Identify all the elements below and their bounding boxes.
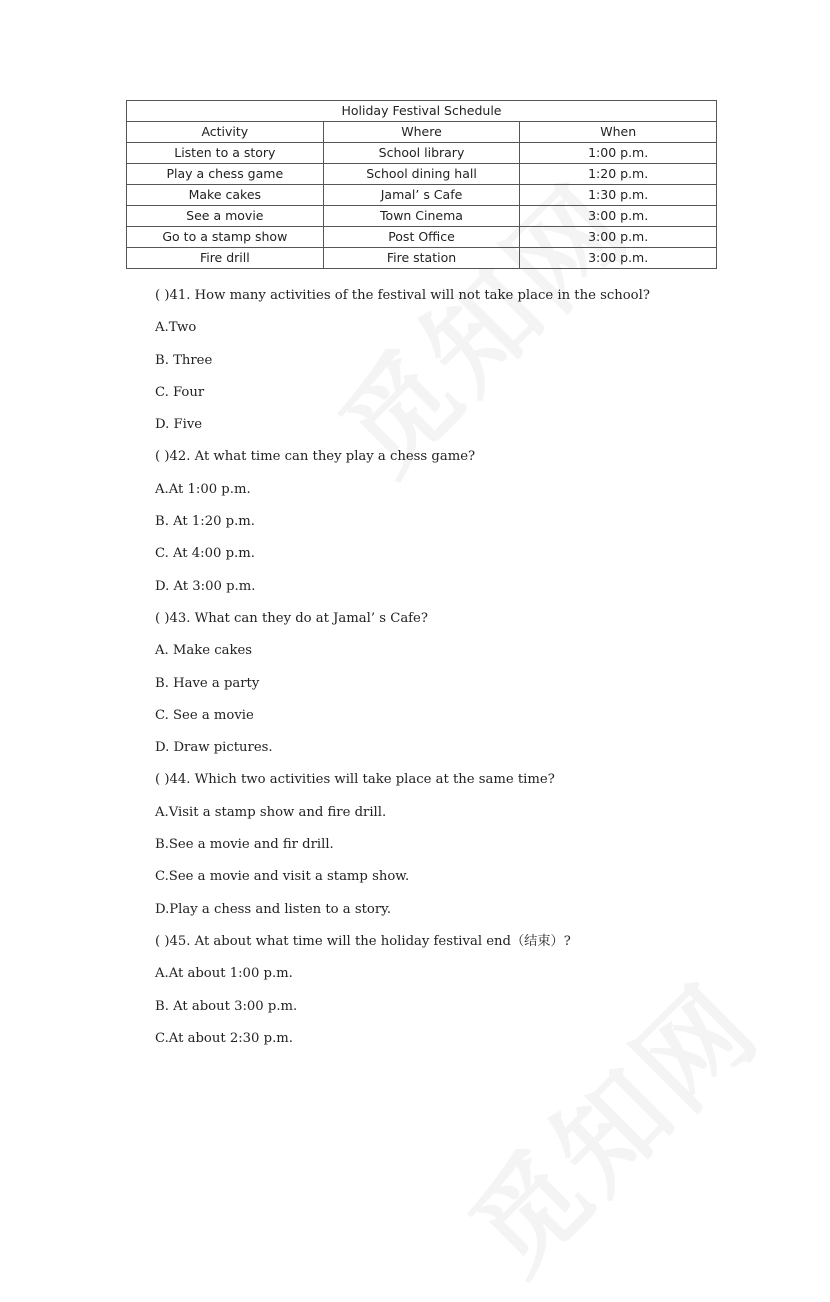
column-header-when: When (520, 122, 717, 143)
question-45-option-a: A.At about 1:00 p.m. (155, 966, 293, 982)
table-header-row (127, 122, 717, 143)
question-45-stem: ( )45. At about what time will the holiday festival end（结束）? (155, 933, 571, 949)
cell-where: Post Office (323, 227, 520, 248)
cell-activity: Make cakes (127, 185, 324, 206)
cell-where: School dining hall (323, 164, 520, 185)
question-41-option-b: B. Three (155, 352, 213, 368)
cell-activity: Listen to a story (127, 143, 324, 164)
cell-activity: Fire drill (127, 248, 324, 269)
table-row (127, 227, 717, 248)
question-42-option-a: A.At 1:00 p.m. (155, 481, 251, 497)
cell-where: Jamal’ s Cafe (323, 185, 520, 206)
table-row (127, 206, 717, 227)
question-41-option-c: C. Four (155, 384, 205, 400)
cell-when: 3:00 p.m. (520, 227, 717, 248)
question-41-option-d: D. Five (155, 417, 203, 433)
question-43-option-a: A. Make cakes (155, 643, 253, 659)
cell-where: Town Cinema (323, 206, 520, 227)
question-44-option-a: A.Visit a stamp show and fire drill. (155, 804, 387, 820)
column-header-where: Where (323, 122, 520, 143)
table-row (127, 164, 717, 185)
question-45-option-b: B. At about 3:00 p.m. (155, 998, 298, 1014)
question-list (155, 286, 755, 1061)
table-row (127, 185, 717, 206)
question-43-option-c: C. See a movie (155, 707, 254, 723)
table-title-row (127, 101, 717, 122)
cell-when: 1:30 p.m. (520, 185, 717, 206)
cell-when: 3:00 p.m. (520, 206, 717, 227)
cell-activity: Go to a stamp show (127, 227, 324, 248)
question-42-option-d: D. At 3:00 p.m. (155, 578, 256, 594)
cell-where: School library (323, 143, 520, 164)
question-44-option-d: D.Play a chess and listen to a story. (155, 901, 392, 917)
question-44-option-b: B.See a movie and fir drill. (155, 837, 334, 853)
table-row (127, 248, 717, 269)
question-43-option-b: B. Have a party (155, 675, 260, 691)
question-43-stem: ( )43. What can they do at Jamal’ s Cafe? (155, 610, 428, 626)
question-44-stem: ( )44. Which two activities will take place at the same time? (155, 772, 555, 788)
cell-activity: Play a chess game (127, 164, 324, 185)
question-41-stem: ( )41. How many activities of the festival will not take place in the school? (155, 288, 650, 303)
question-42-option-b: B. At 1:20 p.m. (155, 514, 255, 530)
cell-when: 1:00 p.m. (520, 143, 717, 164)
table-row (127, 143, 717, 164)
column-header-activity: Activity (127, 122, 324, 143)
question-42-option-c: C. At 4:00 p.m. (155, 546, 255, 562)
question-44-option-c: C.See a movie and visit a stamp show. (155, 869, 410, 885)
festival-schedule-table (126, 100, 717, 269)
cell-activity: See a movie (127, 206, 324, 227)
question-41-option-a: A.Two (155, 320, 197, 336)
table-title: Holiday Festival Schedule (127, 101, 717, 122)
question-43-option-d: D. Draw pictures. (155, 740, 273, 756)
question-45-option-c: C.At about 2:30 p.m. (155, 1030, 293, 1046)
cell-where: Fire station (323, 248, 520, 269)
cell-when: 3:00 p.m. (520, 248, 717, 269)
cell-when: 1:20 p.m. (520, 164, 717, 185)
question-42-stem: ( )42. At what time can they play a chess game? (155, 449, 476, 465)
